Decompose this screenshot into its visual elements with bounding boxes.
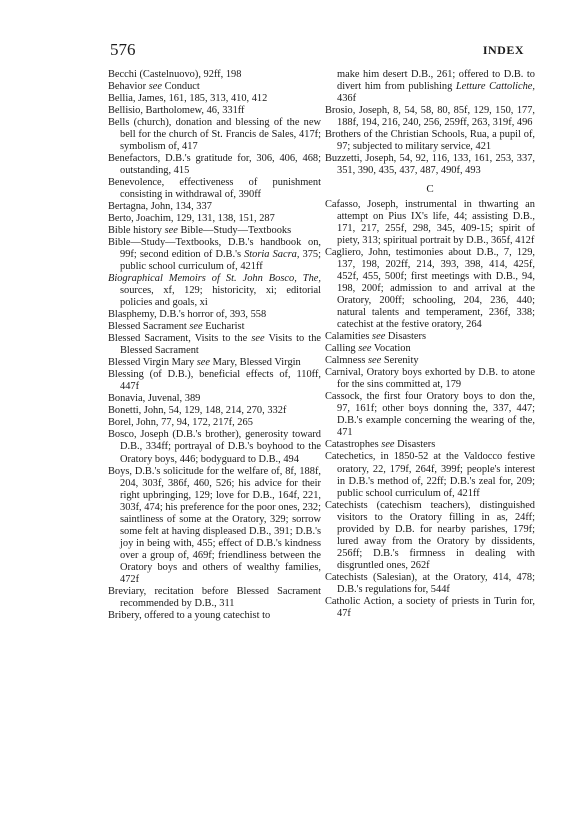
index-entry: Brosio, Joseph, 8, 54, 58, 80, 85f, 129, 150, 177, 188f, 194, 216, 240, 256, 259ff, 263, 319f, 496 bbox=[325, 105, 535, 129]
index-entry: Buzzetti, Joseph, 54, 92, 116, 133, 161, 253, 337, 351, 390, 435, 437, 487, 490f, 493 bbox=[325, 153, 535, 177]
index-entry: Bonetti, John, 54, 129, 148, 214, 270, 332f bbox=[108, 405, 287, 417]
running-head: INDEX bbox=[482, 43, 524, 57]
index-entry: Bible—Study—Textbooks, D.B.'s handbook on, 99f; second edition of D.B.'s Storia Sacra, 375; public school curriculum of, 421ff bbox=[108, 237, 321, 273]
index-entry: Blessed Virgin Mary see Mary, Blessed Virgin bbox=[108, 357, 301, 369]
index-entries-b bbox=[325, 69, 535, 177]
index-entry: make him desert D.B., 261; offered to D.B. to divert him from publishing Letture Cattoliche, 436f bbox=[337, 69, 535, 105]
index-entry: Catastrophes see Disasters bbox=[325, 439, 436, 451]
index-entry: Bonavia, Juvenal, 389 bbox=[108, 393, 201, 405]
index-entry: Blessed Sacrament, Visits to the see Visits to the Blessed Sacrament bbox=[108, 333, 321, 357]
index-entry: Bells (church), donation and blessing of the new bell for the church of St. Francis de Sales, 417f; symbolism of, 417 bbox=[108, 117, 321, 153]
index-entry: Biographical Memoirs of St. John Bosco, The, sources, xf, 129; historicity, xi; editorial policies and goals, xi bbox=[108, 273, 321, 309]
index-column-left bbox=[108, 69, 321, 622]
index-entry: Becchi (Castelnuovo), 92ff, 198 bbox=[108, 69, 242, 80]
index-entry: Behavior see Conduct bbox=[108, 81, 200, 93]
index-entry: Bertagna, John, 134, 337 bbox=[108, 201, 212, 213]
index-entry: Berto, Joachim, 129, 131, 138, 151, 287 bbox=[108, 213, 275, 225]
index-entry: Benevolence, effectiveness of punishment consisting in withdrawal of, 390ff bbox=[108, 177, 321, 201]
index-entry: Bellia, James, 161, 185, 313, 410, 412 bbox=[108, 93, 268, 105]
index-entry: Borel, John, 77, 94, 172, 217f, 265 bbox=[108, 417, 253, 429]
index-column-right bbox=[325, 69, 535, 620]
index-entry: Bribery, offered to a young catechist to bbox=[108, 609, 271, 621]
index-entry: Carnival, Oratory boys exhorted by D.B. to atone for the sins committed at, 179 bbox=[325, 367, 535, 391]
index-entry: Calmness see Serenity bbox=[325, 355, 419, 367]
index-entry: Catholic Action, a society of priests in Turin for, 47f bbox=[325, 595, 535, 619]
index-entry: Cassock, the first four Oratory boys to don the, 97, 161f; other boys donning the, 337, 447; D.B.'s example concerning the wearing of the, 471 bbox=[325, 391, 535, 439]
index-entry: Breviary, recitation before Blessed Sacrament recommended by D.B., 311 bbox=[108, 585, 321, 609]
index-entry: Benefactors, D.B.'s gratitude for, 306, 406, 468; outstanding, 415 bbox=[108, 153, 321, 177]
index-entry: Boys, D.B.'s solicitude for the welfare of, 8f, 188f, 204, 303f, 386f, 460, 526; his advice for their right upbringing, 129; love for D.B., 164f, 221, 303f, 474; his preference for the poor ones, 232; saintliness of some at the Oratory, 329; sorrow some felt at having displeased D.B., 391; D.B.'s joy in being with, 455; effect of D.B.'s kindness over a group of, 469f; friendliness between the Oratory boys and others of wealthy families, 472f bbox=[108, 465, 321, 585]
index-entry: Catechetics, in 1850-52 at the Valdocco festive oratory, 22, 179f, 264f, 399f; people's interest in D.B.'s method of, 22ff; D.B.'s zeal for, 209; public school curriculum of, 421ff bbox=[325, 451, 535, 499]
index-entry: Bellisio, Bartholomew, 46, 331ff bbox=[108, 105, 245, 117]
index-entry: Cagliero, John, testimonies about D.B., 7, 129, 137, 198, 202ff, 214, 393, 398, 414, 425f, 452f, 455, 500f; first meetings with D.B., 94, 198, 200f; admission to and arrival at the Oratory, 200ff; schooling, 204, 236, 440; natural talents and temperament, 236f, 338; catechist at the festive oratory, 264 bbox=[325, 247, 535, 331]
index-entry: Cafasso, Joseph, instrumental in thwarting an attempt on Pius IX's life, 44; assisting D.B., 171, 217, 255f, 298, 345, 409-15; spirit of piety, 313; spiritual portrait by D.B., 365f, 412f bbox=[325, 199, 535, 247]
index-entry: Bible history see Bible—Study—Textbooks bbox=[108, 225, 292, 237]
index-entry: Calamities see Disasters bbox=[325, 331, 427, 343]
index-entry: Blessed Sacrament see Eucharist bbox=[108, 321, 245, 333]
index-entry: Calling see Vocation bbox=[325, 343, 411, 355]
index-entry: Catechists (catechism teachers), distinguished visitors to the Oratory filling in as, 24ff; provided by D.B. for nearby parishes, 179f; lured away from the Oratory by dissidents, 256ff; D.B.'s firmness in dealing with disgruntled ones, 262f bbox=[325, 499, 535, 571]
page-number: 576 bbox=[110, 40, 136, 59]
index-entry: Blessing (of D.B.), beneficial effects of, 110ff, 447f bbox=[108, 369, 321, 393]
section-letter: C bbox=[426, 183, 434, 196]
index-entry: Catechists (Salesian), at the Oratory, 414, 478; D.B.'s regulations for, 544f bbox=[325, 571, 535, 595]
index-entry: Brothers of the Christian Schools, Rua, a pupil of, 97; subjected to military service, 421 bbox=[325, 129, 535, 153]
index-entries-c bbox=[325, 199, 535, 620]
index-entry: Blasphemy, D.B.'s horror of, 393, 558 bbox=[108, 309, 267, 321]
index-entry: Bosco, Joseph (D.B.'s brother), generosity toward D.B., 334ff; portrayal of D.B.'s boyhood to the Oratory boys, 446; bodyguard to D.B., 494 bbox=[108, 429, 321, 465]
